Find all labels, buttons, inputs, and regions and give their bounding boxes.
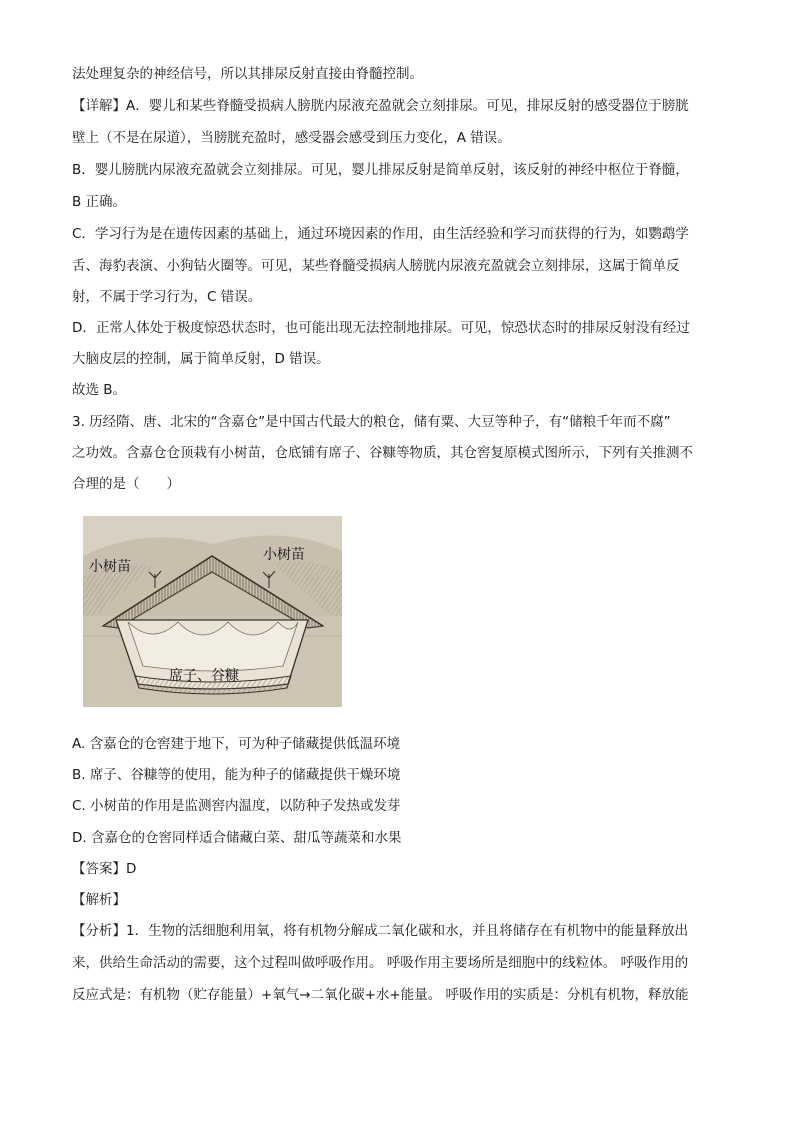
option-d: D. 含嘉仓的仓窖同样适合储藏白菜、甜瓜等蔬菜和水果: [72, 830, 402, 846]
granary-illustration: [83, 516, 342, 707]
option-a: A. 含嘉仓的仓窖建于地下，可为种子储藏提供低温环境: [72, 736, 401, 752]
answer-line: 【答案】D: [72, 861, 137, 877]
text-line: B 正确。: [72, 194, 127, 210]
option-c: C. 小树苗的作用是监测窖内温度，以防种子发热或发芽: [72, 798, 401, 814]
label-mat-chaff: 席子、谷糠: [169, 668, 239, 684]
text-line: 舌、海豹表演、小狗钻火圈等。可见，某些脊髓受损病人膀胱内尿液充盈就会立刻排尿，这属于简单反: [72, 258, 680, 274]
text-line: 【详解】A．婴儿和某些脊髓受损病人膀胱内尿液充盈就会立刻排尿。可见，排尿反射的感受器位于膀胱: [72, 98, 689, 114]
text-line: 故选 B。: [72, 382, 127, 398]
analysis-line: 反应式是：有机物（贮存能量）+氧气→二氧化碳+水+能量。 呼吸作用的实质是：分机有机物，释放能: [72, 987, 689, 1003]
text-line: 射，不属于学习行为，C 错误。: [72, 289, 262, 305]
option-b: B. 席子、谷糠等的使用，能为种子的储藏提供干燥环境: [72, 767, 401, 783]
analysis-heading: 【解析】: [72, 892, 126, 908]
label-seedling-left: 小树苗: [89, 559, 131, 575]
label-seedling-right: 小树苗: [263, 547, 305, 563]
question-stem: 合理的是（ ）: [72, 476, 180, 492]
text-line: 大脑皮层的控制，属于简单反射，D 错误。: [72, 351, 330, 367]
text-line: D．正常人体处于极度惊恐状态时，也可能出现无法控制地排尿。可见，惊恐状态时的排尿反射没有经过: [72, 320, 690, 336]
text-line: 法处理复杂的神经信号，所以其排尿反射直接由脊髓控制。: [72, 66, 423, 82]
question-stem: 之功效。含嘉仓仓顶栽有小树苗，仓底铺有席子、谷糠等物质，其仓窖复原模式图所示，下列有关推测不: [72, 445, 693, 461]
question-stem: 3. 历经隋、唐、北宋的“含嘉仓”是中国古代最大的粮仓，储有粟、大豆等种子，有“储粮千年而不腐”: [72, 414, 671, 430]
text-line: C．学习行为是在遗传因素的基础上，通过环境因素的作用，由生活经验和学习而获得的行为，如鹦鹉学: [72, 226, 689, 242]
text-line: 壁上（不是在尿道），当膀胱充盈时，感受器会感受到压力变化，A 错误。: [72, 130, 511, 146]
analysis-line: 来，供给生命活动的需要，这个过程叫做呼吸作用。 呼吸作用主要场所是细胞中的线粒体。 呼吸作用的: [72, 955, 689, 971]
analysis-line: 【分析】1．生物的活细胞利用氧，将有机物分解成二氧化碳和水，并且将储存在有机物中的能量释放出: [72, 923, 689, 939]
text-line: B．婴儿膀胱内尿液充盈就会立刻排尿。可见，婴儿排尿反射是简单反射，该反射的神经中枢位于脊髓，: [72, 162, 689, 178]
